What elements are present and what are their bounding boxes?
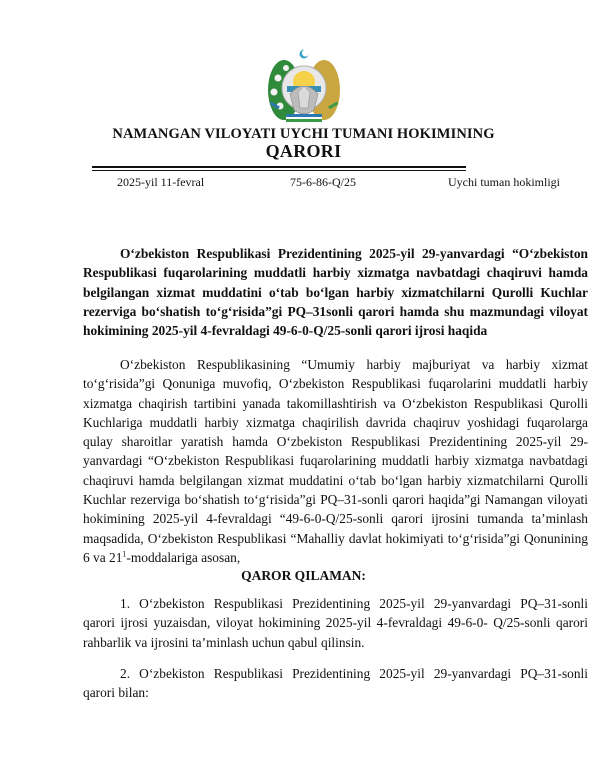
organization-name: NAMANGAN VILOYATI UYCHI TUMANI HOKIMINING [112, 126, 495, 142]
preamble [83, 355, 588, 567]
header-rule-thin [92, 170, 466, 171]
document-type: QARORI [265, 141, 342, 161]
decision-item-text: 2. O‘zbekiston Respublikasi Prezidentining 2025-yil 29-yanvardagi PQ–31-sonli qarori bilan: [83, 666, 588, 701]
decision-item-text: 1. O‘zbekiston Respublikasi Prezidentining 2025-yil 29-yanvardagi PQ–31-sonli qarori ijrosi yuzaisdan, viloyat hokimining 2025-yil 4-fevraldagi 49-6-0- Q/25-sonli qarori rahbarlik va ijrosini ta’minlash uchun qabul qilinsin. [83, 596, 588, 650]
preamble-tail: -moddalariga asosan, [126, 549, 241, 565]
document-date: 2025-yil 11-fevral [117, 175, 205, 189]
preamble-text: O‘zbekiston Respublikasining “Umumiy harbiy majburiyat va harbiy xizmat to‘g‘risida”gi Qonuniga muvofiq, O‘zbekiston Respublikasi fuqarolarini muddatli harbiy xizmatga chaqirish tartibini yanada takomillashtirish va O‘zbekiston Respublikasi Qurolli Kuchlariga muddatli harbiy xizmatga chaqirilish davrida chaqiruv yoshidagi fuqarolarga qulay sharoitlar yaratish hamda O‘zbekiston Respublikasi Prezidentining 2025-yil 29-yanvardagi “O‘zbekiston Respublikasi fuqarolarining muddatli harbiy xizmatga navbatdagi chaqiruvi hamda belgilangan xizmat muddatini o‘tab bo‘lgan harbiy xizmatchilarni Qurolli Kuchlar rezerviga bo‘shatish to‘g‘risida”gi PQ–31-sonli qarori haqida”gi Namangan viloyati hokimining 2025-yil 4-fevraldagi “49-6-0-Q/25-sonli qarori ijrosini tumanda ta’minlash maqsadida, O‘zbekiston Respublikasi “Mahalliy davlat hokimiyati to‘g‘risida”gi Qonunining 6 va 21 [83, 357, 588, 565]
preamble-paragraph [83, 355, 588, 567]
header-rule-thick [92, 166, 466, 168]
decision-item-2 [83, 664, 588, 703]
state-emblem-icon [262, 48, 346, 126]
document-title-text: O‘zbekiston Respublikasi Prezidentining 2025-yil 29-yanvardagi “O‘zbekiston Respublikasi fuqarolarining muddatli harbiy xizmatga navbatdagi chaqiruvi hamda belgilangan xizmat muddatini o‘tab bo‘lgan harbiy xizmatchilarni Qurolli Kuchlar rezerviga bo‘shatish to‘g‘risida”gi PQ–31sonli qarori hamda shu mazmundagi viloyat hokimining 2025-yil 4-fevraldagi 49-6-0-Q/25-sonli qarori ijrosi haqida [83, 246, 588, 339]
document-title [83, 244, 588, 340]
document-number: 75-6-86-Q/25 [290, 175, 356, 189]
decision-heading: QAROR QILAMAN: [241, 568, 366, 583]
decision-item-1 [83, 594, 588, 652]
document-place: Uychi tuman hokimligi [448, 175, 560, 189]
preamble-superscript: 1 [122, 549, 127, 559]
